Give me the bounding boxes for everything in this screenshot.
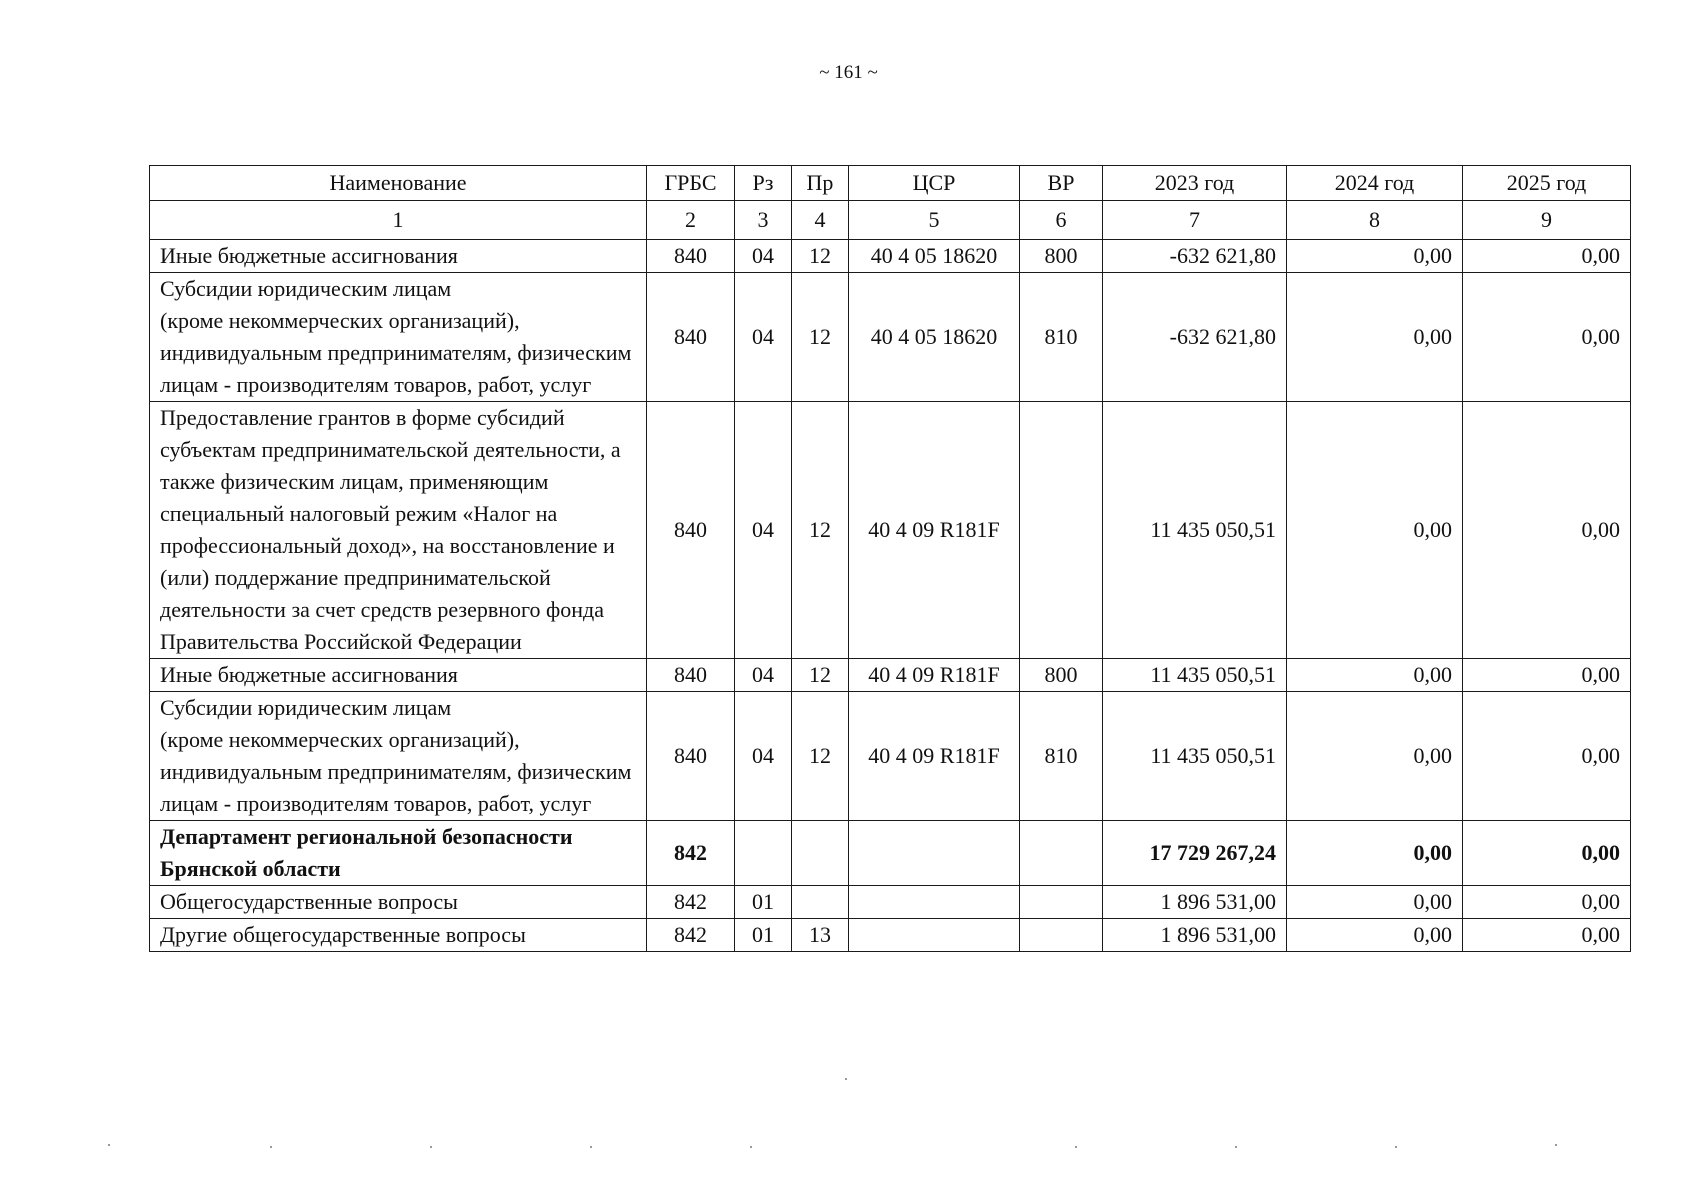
row-vr: 800 [1020,659,1103,692]
row-amount-2024: 0,00 [1287,240,1463,273]
table-row [150,273,1631,402]
row-name: Общегосударственные вопросы [150,886,647,919]
row-amount-2023: 11 435 050,51 [1103,692,1287,821]
row-pr: 12 [792,402,849,659]
row-amount-2025: 0,00 [1463,273,1631,402]
col-index: 1 [150,201,647,240]
table-row [150,659,1631,692]
row-grbs: 842 [647,821,735,886]
col-header-grbs: ГРБС [647,166,735,201]
row-amount-2024: 0,00 [1287,659,1463,692]
row-rz: 04 [735,659,792,692]
row-vr: 800 [1020,240,1103,273]
row-grbs: 840 [647,659,735,692]
row-csr [849,886,1020,919]
row-vr [1020,886,1103,919]
row-pr [792,821,849,886]
row-amount-2025: 0,00 [1463,240,1631,273]
row-rz: 01 [735,886,792,919]
col-index: 5 [849,201,1020,240]
row-vr [1020,919,1103,952]
col-header-csr: ЦСР [849,166,1020,201]
scan-artifact [845,1078,847,1080]
col-header-2023: 2023 год [1103,166,1287,201]
row-csr: 40 4 09 R181F [849,692,1020,821]
scan-artifact [108,1144,110,1146]
row-csr: 40 4 05 18620 [849,240,1020,273]
row-csr [849,821,1020,886]
row-grbs: 840 [647,240,735,273]
row-name: Другие общегосударственные вопросы [150,919,647,952]
row-amount-2023: 17 729 267,24 [1103,821,1287,886]
row-amount-2023: 1 896 531,00 [1103,919,1287,952]
page-number: ~ 161 ~ [819,62,878,83]
row-pr: 12 [792,240,849,273]
row-csr: 40 4 09 R181F [849,402,1020,659]
row-amount-2024: 0,00 [1287,273,1463,402]
row-csr: 40 4 05 18620 [849,273,1020,402]
row-grbs: 842 [647,919,735,952]
scan-artifact [270,1146,272,1148]
row-pr: 12 [792,659,849,692]
row-amount-2024: 0,00 [1287,402,1463,659]
scan-artifact [590,1146,592,1148]
row-amount-2024: 0,00 [1287,919,1463,952]
table-body [150,240,1631,952]
row-name: Департамент региональной безопасности Брянской области [150,821,647,886]
row-grbs: 840 [647,692,735,821]
scan-artifact [1555,1144,1557,1146]
row-vr [1020,821,1103,886]
row-vr: 810 [1020,273,1103,402]
row-csr [849,919,1020,952]
row-amount-2023: 11 435 050,51 [1103,402,1287,659]
row-amount-2023: -632 621,80 [1103,240,1287,273]
row-grbs: 840 [647,273,735,402]
row-name: Субсидии юридическим лицам (кроме некоммерческих организаций), индивидуальным предпринимателям, физическим лицам - производителям товаров, работ, услуг [150,273,647,402]
table-row [150,240,1631,273]
budget-table [149,165,1631,952]
table-row [150,821,1631,886]
row-amount-2023: 1 896 531,00 [1103,886,1287,919]
col-header-rz: Рз [735,166,792,201]
row-amount-2023: 11 435 050,51 [1103,659,1287,692]
row-rz: 01 [735,919,792,952]
scan-artifact [1395,1146,1397,1148]
col-header-2025: 2025 год [1463,166,1631,201]
row-amount-2025: 0,00 [1463,886,1631,919]
row-vr: 810 [1020,692,1103,821]
row-rz: 04 [735,402,792,659]
column-index-row [150,201,1631,240]
scan-artifact [1075,1146,1077,1148]
row-grbs: 840 [647,402,735,659]
row-amount-2024: 0,00 [1287,886,1463,919]
col-header-vr: ВР [1020,166,1103,201]
scan-artifact [430,1146,432,1148]
row-amount-2025: 0,00 [1463,919,1631,952]
row-amount-2024: 0,00 [1287,692,1463,821]
col-index: 2 [647,201,735,240]
row-pr: 13 [792,919,849,952]
row-amount-2025: 0,00 [1463,659,1631,692]
row-amount-2025: 0,00 [1463,402,1631,659]
row-amount-2024: 0,00 [1287,821,1463,886]
row-rz: 04 [735,273,792,402]
row-grbs: 842 [647,886,735,919]
col-header-name: Наименование [150,166,647,201]
table-row [150,692,1631,821]
row-rz: 04 [735,692,792,821]
row-name: Иные бюджетные ассигнования [150,659,647,692]
col-index: 3 [735,201,792,240]
row-name: Субсидии юридическим лицам (кроме некоммерческих организаций), индивидуальным предпринимателям, физическим лицам - производителям товаров, работ, услуг [150,692,647,821]
col-header-pr: Пр [792,166,849,201]
col-index: 7 [1103,201,1287,240]
table-row [150,919,1631,952]
row-rz [735,821,792,886]
row-vr [1020,402,1103,659]
row-amount-2023: -632 621,80 [1103,273,1287,402]
header-row [150,166,1631,201]
scan-artifact [1235,1146,1237,1148]
col-header-2024: 2024 год [1287,166,1463,201]
row-pr: 12 [792,273,849,402]
col-index: 8 [1287,201,1463,240]
row-csr: 40 4 09 R181F [849,659,1020,692]
row-name: Иные бюджетные ассигнования [150,240,647,273]
row-amount-2025: 0,00 [1463,692,1631,821]
row-rz: 04 [735,240,792,273]
row-pr [792,886,849,919]
row-pr: 12 [792,692,849,821]
scan-artifact [750,1146,752,1148]
col-index: 4 [792,201,849,240]
col-index: 9 [1463,201,1631,240]
table-row [150,886,1631,919]
row-amount-2025: 0,00 [1463,821,1631,886]
table-row [150,402,1631,659]
row-name: Предоставление грантов в форме субсидий субъектам предпринимательской деятельности, а также физическим лицам, применяющим специальный налоговый режим «Налог на профессиональный доход», на восстановление и (или) поддержание предпринимательской деятельности за счет средств резервного фонда Правительства Российской Федерации [150,402,647,659]
col-index: 6 [1020,201,1103,240]
